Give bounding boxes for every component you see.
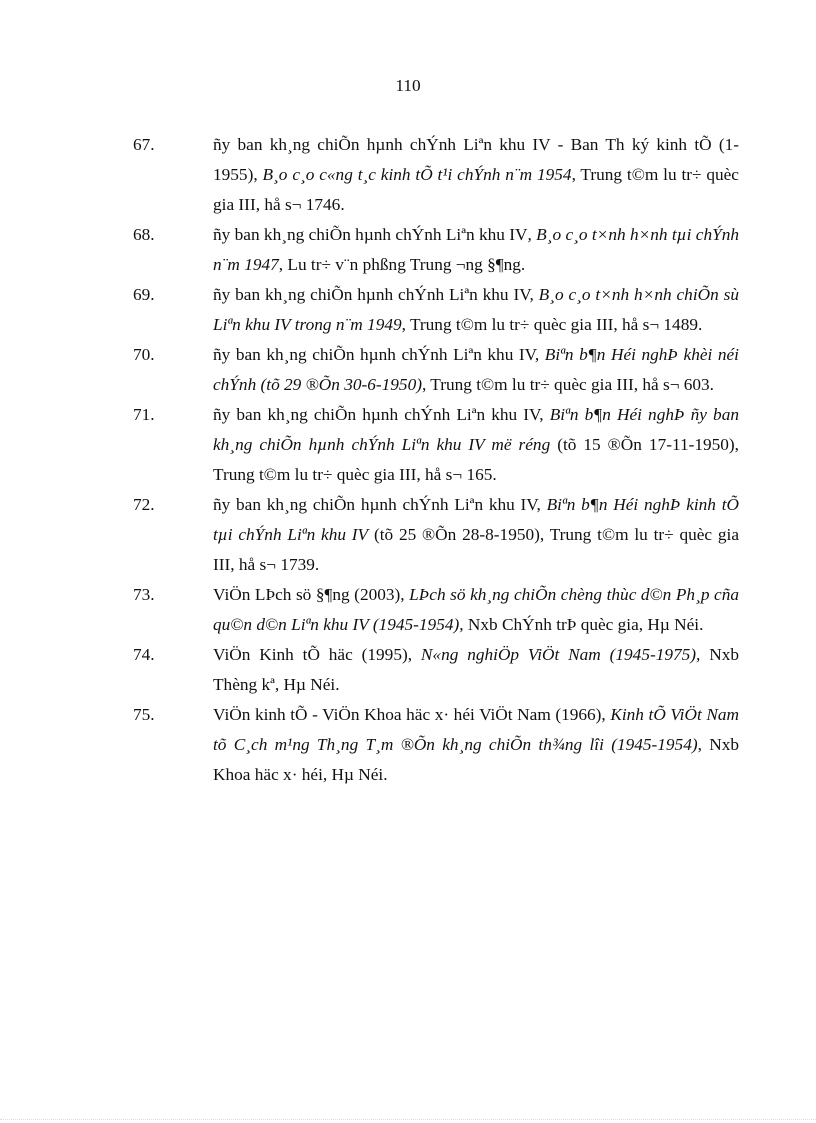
reference-author: ViÖn LÞch sö §¶ng (2003), <box>213 585 410 604</box>
reference-title: LÞch sö kh¸ng chiÕn chèng thùc d©n Ph¸p cña qu©n d©n Liªn khu IV (1945-1954) <box>213 585 739 634</box>
reference-number: 70. <box>133 345 155 364</box>
reference-author: ñy ban kh¸ng chiÕn hµnh chÝnh Liªn khu IV, <box>213 345 545 364</box>
reference-item <box>133 580 739 640</box>
reference-title: Biªn b¶n Héi nghÞ ñy ban kh¸ng chiÕn hµnh chÝnh Liªn khu IV më réng <box>213 405 739 454</box>
reference-number: 71. <box>133 405 155 424</box>
reference-number: 69. <box>133 285 155 304</box>
reference-title: B¸o c¸o t×nh h×nh chiÕn sù Liªn khu IV trong n¨m 1949 <box>213 285 739 334</box>
reference-source: , Nxb ChÝnh trÞ quèc gia, Hµ Néi. <box>459 615 704 634</box>
reference-title: B¸o c¸o c«ng t¸c kinh tÕ t¹i chÝnh n¨m 1954 <box>262 165 572 184</box>
reference-number: 68. <box>133 225 155 244</box>
reference-item <box>133 700 739 790</box>
reference-source: (tõ 15 ®Õn 17-11-1950), Trung t©m lu tr÷ quèc gia III, hå s¬ 165. <box>213 435 739 484</box>
reference-item <box>133 640 739 700</box>
reference-number: 75. <box>133 705 155 724</box>
reference-title: Biªn b¶n Héi nghÞ khèi néi chÝnh (tõ 29 ®Õn 30-6-1950) <box>213 345 739 394</box>
reference-author: ñy ban kh¸ng chiÕn hµnh chÝnh Liªn khu IV, <box>213 405 550 424</box>
reference-title: Kinh tÕ ViÖt Nam tõ C¸ch m¹ng Th¸ng T¸m ®Õn kh¸ng chiÕn th¾ng lîi (1945-1954) <box>213 705 739 754</box>
reference-author: ñy ban kh¸ng chiÕn hµnh chÝnh Liªn khu IV, <box>213 495 547 514</box>
page-bottom-divider <box>0 1119 816 1120</box>
reference-source: (tõ 25 ®Õn 28-8-1950), Trung t©m lu tr÷ quèc gia III, hå s¬ 1739. <box>213 525 739 574</box>
reference-author: ViÖn Kinh tÕ häc (1995), <box>213 645 421 664</box>
reference-source: Nxb Thèng kª, Hµ Néi. <box>213 645 739 694</box>
reference-number: 73. <box>133 585 155 604</box>
reference-item <box>133 280 739 340</box>
reference-item <box>133 400 739 490</box>
reference-item <box>133 220 739 280</box>
reference-number: 67. <box>133 135 155 154</box>
reference-author: ñy ban kh¸ng chiÕn hµnh chÝnh Liªn khu IV <box>213 225 528 244</box>
reference-source: , Trung t©m lu tr÷ quèc gia III, hå s¬ 1746. <box>213 165 739 214</box>
reference-title: , B¸o c¸o t×nh h×nh tµi chÝnh n¨m 1947 <box>213 225 739 274</box>
reference-source: , Trung t©m lu tr÷ quèc gia III, hå s¬ 603. <box>421 375 715 394</box>
reference-title: Biªn b¶n Héi nghÞ kinh tÕ tµi chÝnh Liªn khu IV <box>213 495 739 544</box>
reference-author: ñy ban kh¸ng chiÕn hµnh chÝnh Liªn khu IV, <box>213 285 539 304</box>
reference-author: ñy ban kh¸ng chiÕn hµnh chÝnh Liªn khu IV - Ban Th ký kinh tÕ (1-1955), <box>213 135 739 184</box>
reference-number: 74. <box>133 645 155 664</box>
page-number: 110 <box>395 76 421 95</box>
reference-source: , Trung t©m lu tr÷ quèc gia III, hå s¬ 1489. <box>401 315 703 334</box>
reference-source: , Lu tr÷ v¨n phßng Trung ¬ng §¶ng. <box>278 255 526 274</box>
reference-number: 72. <box>133 495 155 514</box>
reference-list <box>133 130 739 790</box>
reference-item <box>133 340 739 400</box>
reference-author: ViÖn kinh tÕ - ViÖn Khoa häc x· héi ViÖt Nam (1966), <box>213 705 611 724</box>
reference-source: , Nxb Khoa häc x· héi, Hµ Néi. <box>213 735 739 784</box>
reference-item <box>133 130 739 220</box>
reference-item <box>133 490 739 580</box>
reference-title: N«ng nghiÖp ViÖt Nam (1945-1975), <box>420 645 701 664</box>
